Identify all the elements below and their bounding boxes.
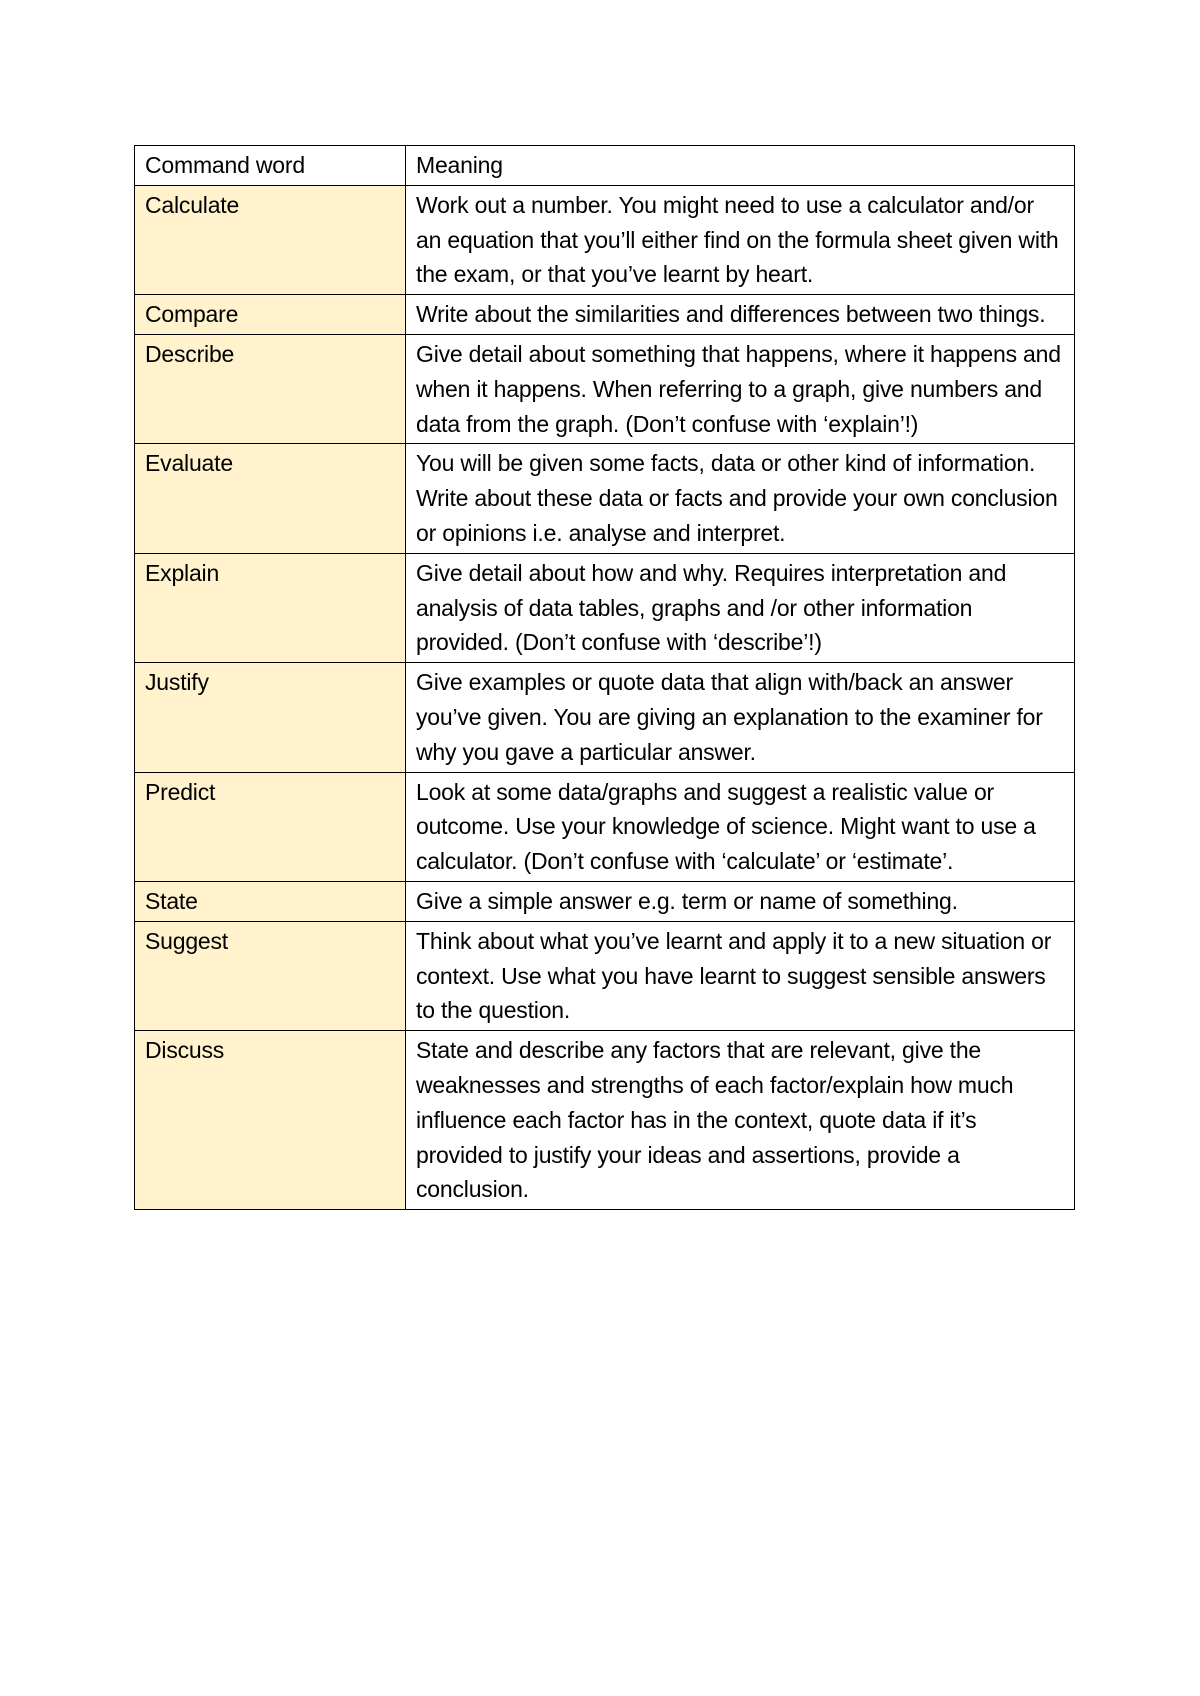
header-command-word: Command word bbox=[135, 146, 406, 186]
table-header-row bbox=[135, 146, 1075, 186]
command-word-cell: Predict bbox=[135, 772, 406, 881]
table-row bbox=[135, 295, 1075, 335]
command-word-cell: Justify bbox=[135, 663, 406, 772]
meaning-cell: Work out a number. You might need to use a calculator and/or an equation that you’ll either find on the formula sheet given with the exam, or that you’ve learnt by heart. bbox=[406, 185, 1075, 294]
meaning-cell: State and describe any factors that are relevant, give the weaknesses and strengths of each factor/explain how much influence each factor has in the context, quote data if it’s provided to justify your ideas and assertions, provide a conclusion. bbox=[406, 1031, 1075, 1210]
command-word-cell: Explain bbox=[135, 553, 406, 662]
meaning-cell: You will be given some facts, data or other kind of information. Write about these data or facts and provide your own conclusion or opinions i.e. analyse and interpret. bbox=[406, 444, 1075, 553]
meaning-cell: Give detail about how and why. Requires interpretation and analysis of data tables, graphs and /or other information provided. (Don’t confuse with ‘describe’!) bbox=[406, 553, 1075, 662]
table-row bbox=[135, 1031, 1075, 1210]
table-row bbox=[135, 185, 1075, 294]
meaning-cell: Look at some data/graphs and suggest a realistic value or outcome. Use your knowledge of science. Might want to use a calculator. (Don’t confuse with ‘calculate’ or ‘estimate’. bbox=[406, 772, 1075, 881]
table-row bbox=[135, 921, 1075, 1030]
table-row bbox=[135, 553, 1075, 662]
meaning-cell: Give examples or quote data that align with/back an answer you’ve given. You are giving an explanation to the examiner for why you gave a particular answer. bbox=[406, 663, 1075, 772]
meaning-cell: Think about what you’ve learnt and apply it to a new situation or context. Use what you have learnt to suggest sensible answers to the question. bbox=[406, 921, 1075, 1030]
table-row bbox=[135, 334, 1075, 443]
command-word-cell: State bbox=[135, 881, 406, 921]
table-row bbox=[135, 881, 1075, 921]
command-word-cell: Suggest bbox=[135, 921, 406, 1030]
header-meaning: Meaning bbox=[406, 146, 1075, 186]
meaning-cell: Write about the similarities and differences between two things. bbox=[406, 295, 1075, 335]
command-word-cell: Discuss bbox=[135, 1031, 406, 1210]
command-word-cell: Evaluate bbox=[135, 444, 406, 553]
command-word-cell: Describe bbox=[135, 334, 406, 443]
table-row bbox=[135, 663, 1075, 772]
command-word-cell: Calculate bbox=[135, 185, 406, 294]
table-row bbox=[135, 772, 1075, 881]
meaning-cell: Give a simple answer e.g. term or name of something. bbox=[406, 881, 1075, 921]
table-row bbox=[135, 444, 1075, 553]
meaning-cell: Give detail about something that happens, where it happens and when it happens. When referring to a graph, give numbers and data from the graph. (Don’t confuse with ‘explain’!) bbox=[406, 334, 1075, 443]
command-words-table bbox=[134, 145, 1075, 1210]
command-word-cell: Compare bbox=[135, 295, 406, 335]
